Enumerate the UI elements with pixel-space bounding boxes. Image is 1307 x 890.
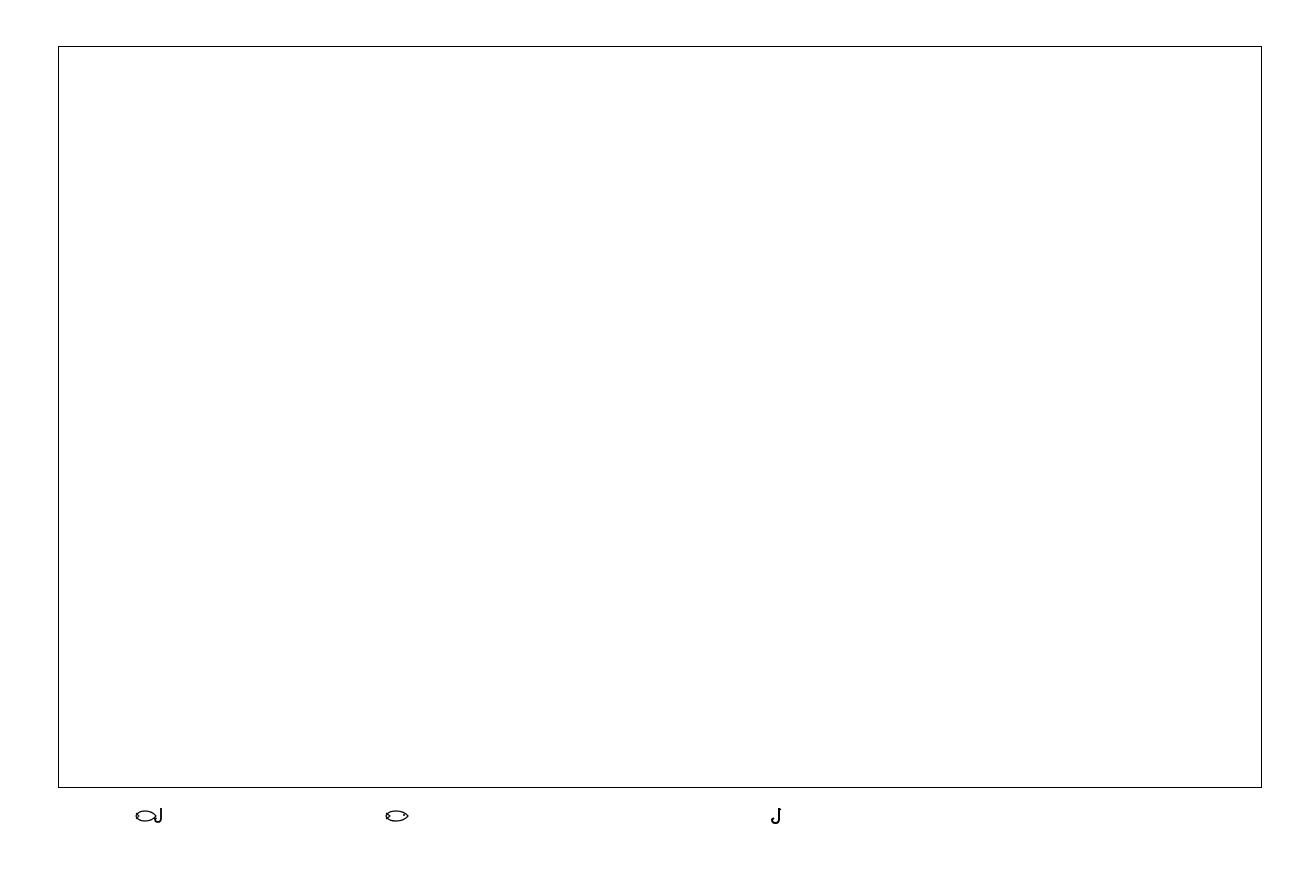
hook-icon	[770, 804, 790, 826]
fish-icon	[385, 804, 417, 826]
legend	[0, 800, 1307, 830]
fish-hook-icon	[135, 804, 171, 826]
legend-item-rarely	[770, 800, 790, 830]
calendar-grid	[58, 46, 1262, 788]
legend-item-sometimes	[385, 800, 417, 830]
legend-item-active	[135, 800, 171, 830]
